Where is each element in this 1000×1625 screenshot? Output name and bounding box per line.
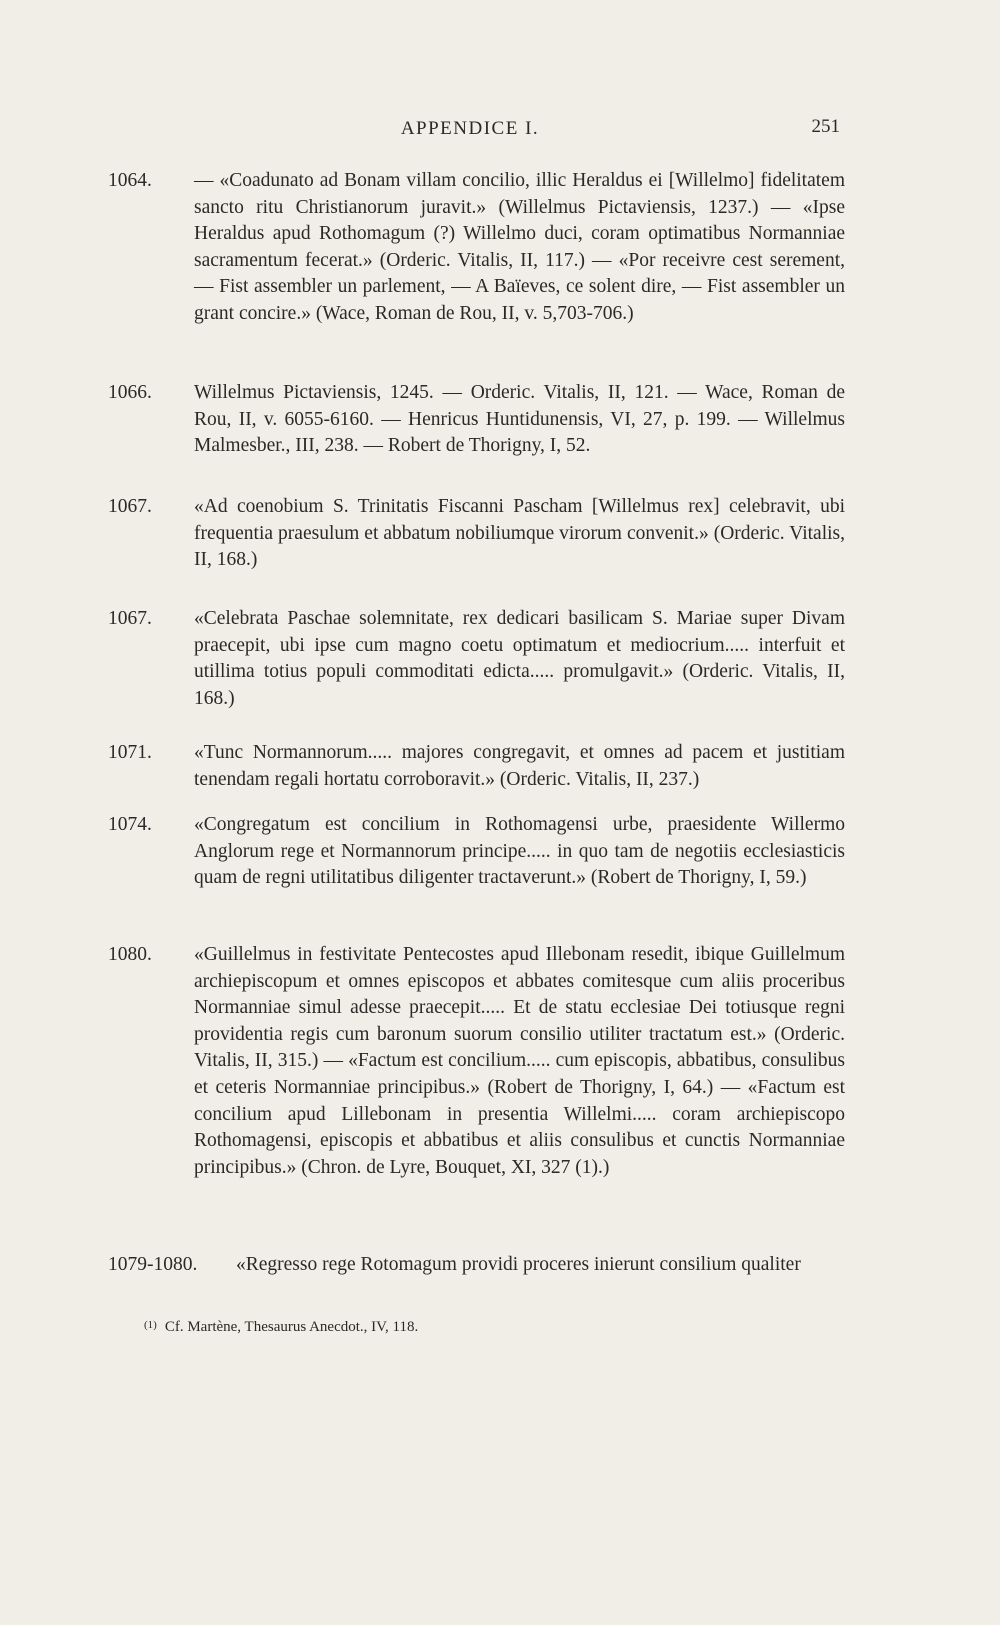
footnote-text: Cf. Martène, Thesaurus Anecdot., IV, 118.: [164, 1319, 419, 1335]
entry-1066: [108, 380, 845, 460]
entry-text: «Tunc Normannorum..... majores congregavit, et omnes ad pacem et justitiam tenendam regali hortatu corroboravit.» (Orderic. Vitalis, II, 237.): [194, 742, 845, 790]
entry-year: 1066.: [108, 382, 152, 403]
entry-text: «Celebrata Paschae solemnitate, rex dedicari basilicam S. Mariae super Divam praecepit, ubi ipse cum magno coetu optimatum et mediocrium..... interfuit et utillima totius populi commoditati edicta..... promulgavit.» (Orderic. Vitalis, II, 168.): [194, 608, 845, 709]
entry-year: 1079-1080.: [108, 1254, 198, 1275]
entry-1074: [108, 812, 845, 892]
entry-1071: [108, 740, 845, 793]
entry-1067-a: [108, 494, 845, 574]
entry-text: — «Coadunato ad Bonam villam concilio, illic Heraldus ei [Willelmo] fidelitatem sancto ritu Christianorum juravit.» (Willelmus Pictaviensis, 1237.) — «Ipse Heraldus apud Rothomagum (?) Willelmo duci, coram optimatibus Normanniae sacramentum fecerat.» (Orderic. Vitalis, II, 117.) — «Por receivre cest serement, — Fist assembler un parlement, — A Baïeves, ce solent dire, — Fist assembler un grant concire.» (Wace, Roman de Rou, II, v. 5,703-706.): [194, 170, 845, 324]
entry-1080: [108, 942, 845, 1181]
entry-year: 1064.: [108, 170, 152, 191]
entry-text: «Ad coenobium S. Trinitatis Fiscanni Pascham [Willelmus rex] celebravit, ubi frequentia praesulum et abbatum nobiliumque virorum convenit.» (Orderic. Vitalis, II, 168.): [194, 496, 845, 571]
entry-year: 1067.: [108, 496, 152, 517]
entry-year: 1071.: [108, 742, 152, 763]
entry-text: «Congregatum est concilium in Rothomagensi urbe, praesidente Willermo Anglorum rege et Normannorum principe..... in quo tam de negotiis ecclesiasticis quam de regni utilitatibus diligenter tractaverunt.» (Robert de Thorigny, I, 59.): [194, 814, 845, 889]
entry-1079-1080: [108, 1252, 845, 1279]
entry-year: 1080.: [108, 944, 152, 965]
running-title: APPENDICE I.: [400, 118, 540, 139]
entry-1064: [108, 168, 845, 328]
page-number: 251: [811, 116, 840, 137]
running-head: [100, 118, 840, 148]
entry-year: 1067.: [108, 608, 152, 629]
entry-1067-b: [108, 606, 845, 712]
footnote-mark: (1): [144, 1319, 157, 1331]
entry-text: «Regresso rege Rotomagum providi proceres inierunt consilium qualiter: [236, 1254, 801, 1275]
entry-text: «Guillelmus in festivitate Pentecostes apud Illebonam resedit, ibique Guillelmum archiepiscopum et omnes episcopos et abbates comitesque cum aliis proceribus Normanniae simul adesse praecepit..... Et de statu ecclesiae Dei totiusque regni providentia regis cum baronum suorum consilio utiliter tractatum est.» (Orderic. Vitalis, II, 315.) — «Factum est concilium..... cum episcopis, abbatibus, consulibus et ceteris Normanniae principibus.» (Robert de Thorigny, I, 64.) — «Factum est concilium apud Lillebonam in presentia Willelmi..... coram archiepiscopo Rothomagensi, episcopis et abbatibus et aliis consulibus et cunctis Normanniae principibus.» (Chron. de Lyre, Bouquet, XI, 327 (1).): [194, 944, 845, 1178]
entry-year: 1074.: [108, 814, 152, 835]
entry-text: Willelmus Pictaviensis, 1245. — Orderic. Vitalis, II, 121. — Wace, Roman de Rou, II, v. 6055-6160. — Henricus Huntidunensis, VI, 27, p. 199. — Willelmus Malmesber., III, 238. — Robert de Thorigny, I, 52.: [194, 382, 845, 457]
footnote: [144, 1315, 844, 1337]
